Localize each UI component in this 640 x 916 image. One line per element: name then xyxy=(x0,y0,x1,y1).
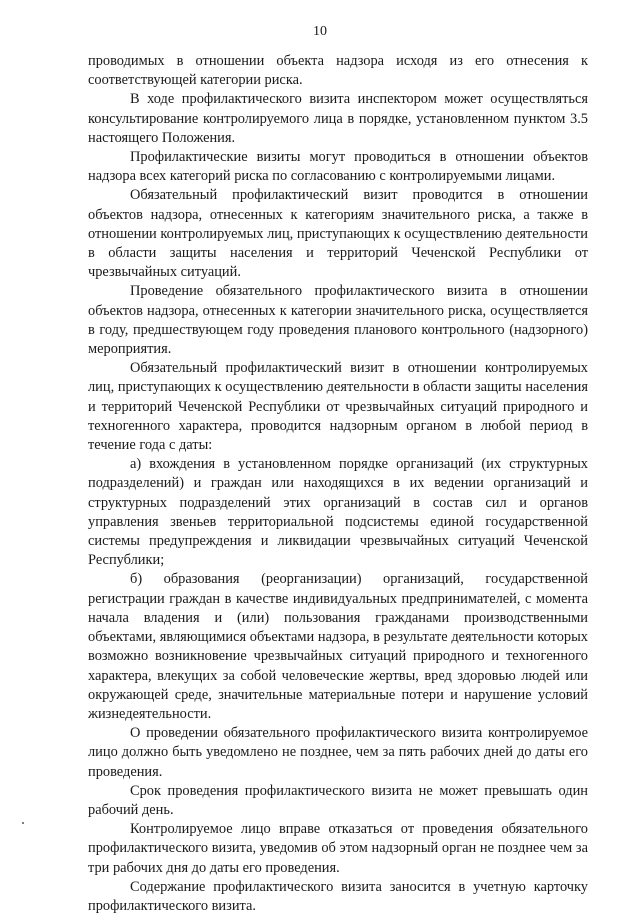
list-item-a: а) вхождения в установленном порядке организаций (их структурных подразделений) и граждан или находящихся в их ведении организаций и структурных подразделений этих организаций в состав сил и органов управления звеньев территориальной подсистемы единой государственной системы предупреждения и ликвидации чрезвычайных ситуаций Чеченской Республики; xyxy=(88,456,588,569)
document-body xyxy=(88,52,588,916)
list-item-b: б) образования (реорганизации) организаций, государственной регистрации граждан в качестве индивидуальных предпринимателей, с момента начала владения и (или) пользования гражданами производственными объектами, являющимися объектами надзора, в результате деятельности которых возможно возникновение чрезвычайных ситуаций природного и техногенного характера, влекущих за собой человеческие жертвы, вред здоровью людей или окружающей среде, значительные материальные потери и нарушение условий жизнедеятельности. xyxy=(88,571,588,722)
page-number: 10 xyxy=(313,24,327,39)
paragraph: проводимых в отношении объекта надзора исходя из его отнесения к соответствующей категории риска. xyxy=(88,53,588,89)
paragraph: Срок проведения профилактического визита не может превышать один рабочий день. xyxy=(88,782,588,818)
scan-speck xyxy=(22,822,24,824)
paragraph: Контролируемое лицо вправе отказаться от проведения обязательного профилактического визита, уведомив об этом надзорный орган не позднее чем за три рабочих дня до даты его проведения. xyxy=(88,821,588,876)
paragraph: Содержание профилактического визита заносится в учетную карточку профилактического визита. xyxy=(88,878,588,914)
paragraph: В ходе профилактического визита инспектором может осуществляться консультирование контролируемого лица в порядке, установленном пунктом 3.5 настоящего Положения. xyxy=(88,91,588,146)
paragraph: Профилактические визиты могут проводиться в отношении объектов надзора всех категорий риска по согласованию с контролируемыми лицами. xyxy=(88,149,588,185)
paragraph: Обязательный профилактический визит в отношении контролируемых лиц, приступающих к осуществлению деятельности в области защиты населения и территорий Чеченской Республики от чрезвычайных ситуаций природного и техногенного характера, проводится надзорным органом в любой период в течение года с даты: xyxy=(88,360,588,454)
paragraph: О проведении обязательного профилактического визита контролируемое лицо должно быть уведомлено не позднее, чем за пять рабочих дней до даты его проведения. xyxy=(88,725,588,780)
paragraph: Проведение обязательного профилактического визита в отношении объектов надзора, отнесенных к категории значительного риска, осуществляется в году, предшествующем году проведения планового контрольного (надзорного) мероприятия. xyxy=(88,283,588,358)
paragraph: Обязательный профилактический визит проводится в отношении объектов надзора, отнесенных к категориям значительного риска, а также в отношении контролируемых лиц, приступающих к осуществлению деятельности в области защиты населения и территорий Чеченской Республики от чрезвычайных ситуаций. xyxy=(88,187,588,281)
